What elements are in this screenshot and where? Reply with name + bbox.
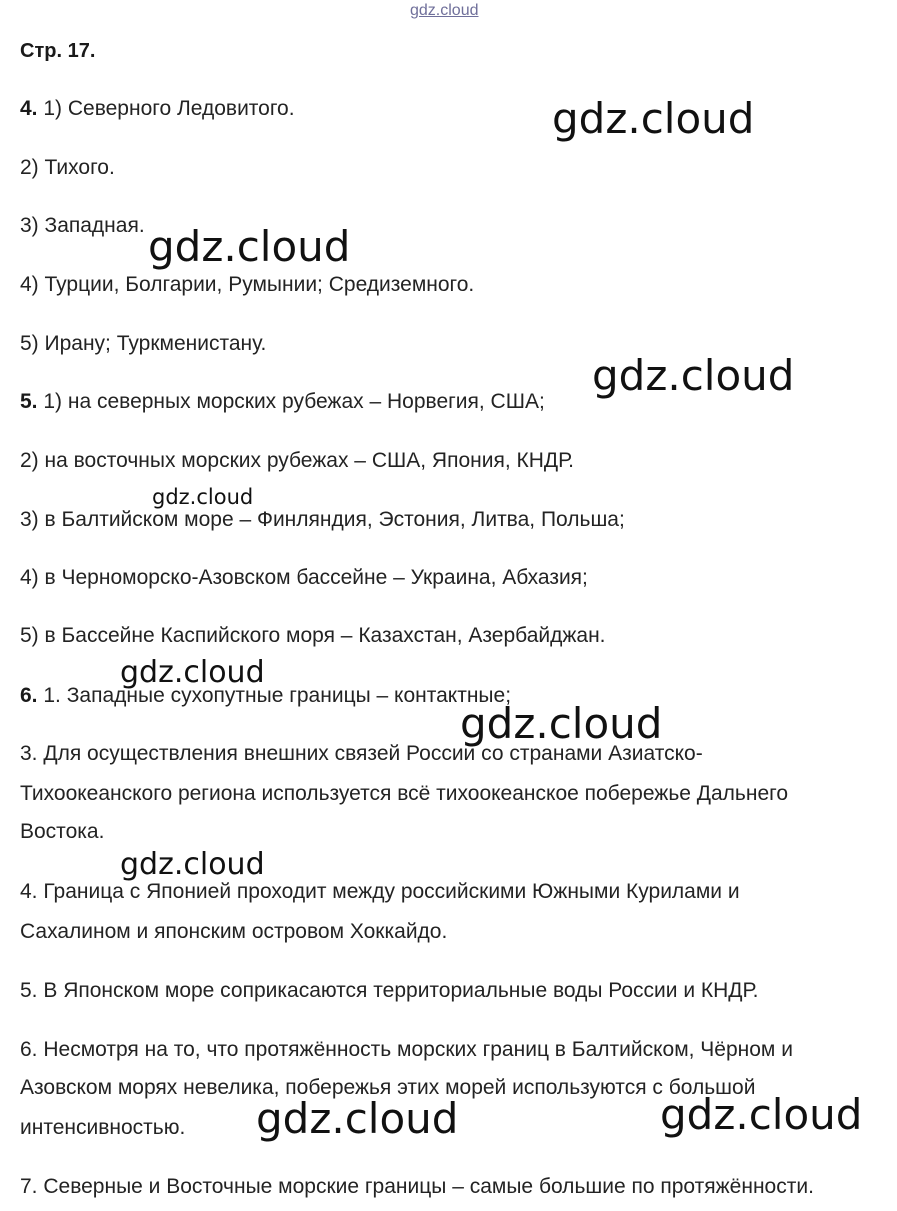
task5-number: 5.	[20, 390, 38, 413]
watermark: gdz.cloud	[660, 1090, 863, 1139]
watermark: gdz.cloud	[152, 485, 254, 509]
task4-item-2: 2) Тихого.	[20, 156, 115, 179]
task6-item-6-line-1: 6. Несмотря на то, что протяжённость морских границ в Балтийском, Чёрном и	[20, 1038, 793, 1061]
task5-item-3: 3) в Балтийском море – Финляндия, Эстония, Литва, Польша;	[20, 508, 625, 531]
task6-item-3-line-2: Тихоокеанского региона используется всё тихоокеанское побережье Дальнего	[20, 782, 789, 805]
task4-item-3: 3) Западная.	[20, 214, 145, 237]
header-watermark-link[interactable]: gdz.cloud	[410, 2, 479, 19]
task4-number: 4.	[20, 97, 38, 120]
watermark: gdz.cloud	[120, 847, 265, 882]
task6-item-6-line-2: Азовском морях невелика, побережья этих морей используются с большой	[20, 1076, 756, 1099]
task6-number: 6.	[20, 684, 38, 707]
task5-item-4: 4) в Черноморско-Азовском бассейне – Украина, Абхазия;	[20, 566, 588, 589]
task6-item-7: 7. Северные и Восточные морские границы – самые большие по протяжённости.	[20, 1175, 814, 1198]
task6-item-1-text: 1. Западные сухопутные границы – контактные;	[43, 684, 512, 707]
watermark: gdz.cloud	[256, 1094, 459, 1143]
watermark: gdz.cloud	[148, 222, 351, 271]
page-title: Стр. 17.	[20, 40, 96, 62]
watermark: gdz.cloud	[120, 655, 265, 690]
task6-item-5: 5. В Японском море соприкасаются территориальные воды России и КНДР.	[20, 979, 759, 1002]
watermark: gdz.cloud	[552, 94, 755, 143]
task4-item-1-text: 1) Северного Ледовитого.	[43, 97, 295, 120]
task5-item-2: 2) на восточных морских рубежах – США, Япония, КНДР.	[20, 449, 574, 472]
task4-item-1	[20, 95, 295, 123]
task5-item-5: 5) в Бассейне Каспийского моря – Казахстан, Азербайджан.	[20, 624, 606, 647]
task6-item-4-line-2: Сахалином и японским островом Хоккайдо.	[20, 920, 448, 943]
task4-item-4: 4) Турции, Болгарии, Румынии; Средиземного.	[20, 273, 475, 296]
task6-item-3-line-1: 3. Для осуществления внешних связей России со странами Азиатско-	[20, 742, 703, 765]
task6-item-4-line-1: 4. Граница с Японией проходит между российскими Южными Курилами и	[20, 880, 740, 903]
task4-item-5: 5) Ирану; Туркменистану.	[20, 332, 267, 355]
task6-item-3-line-3: Востока.	[20, 820, 105, 843]
watermark: gdz.cloud	[460, 699, 663, 748]
task6-item-1	[20, 682, 511, 710]
watermark: gdz.cloud	[592, 351, 795, 400]
task5-item-1-text: 1) на северных морских рубежах – Норвегия, США;	[43, 390, 545, 413]
task6-item-6-line-3: интенсивностью.	[20, 1116, 186, 1139]
task5-item-1	[20, 388, 545, 416]
